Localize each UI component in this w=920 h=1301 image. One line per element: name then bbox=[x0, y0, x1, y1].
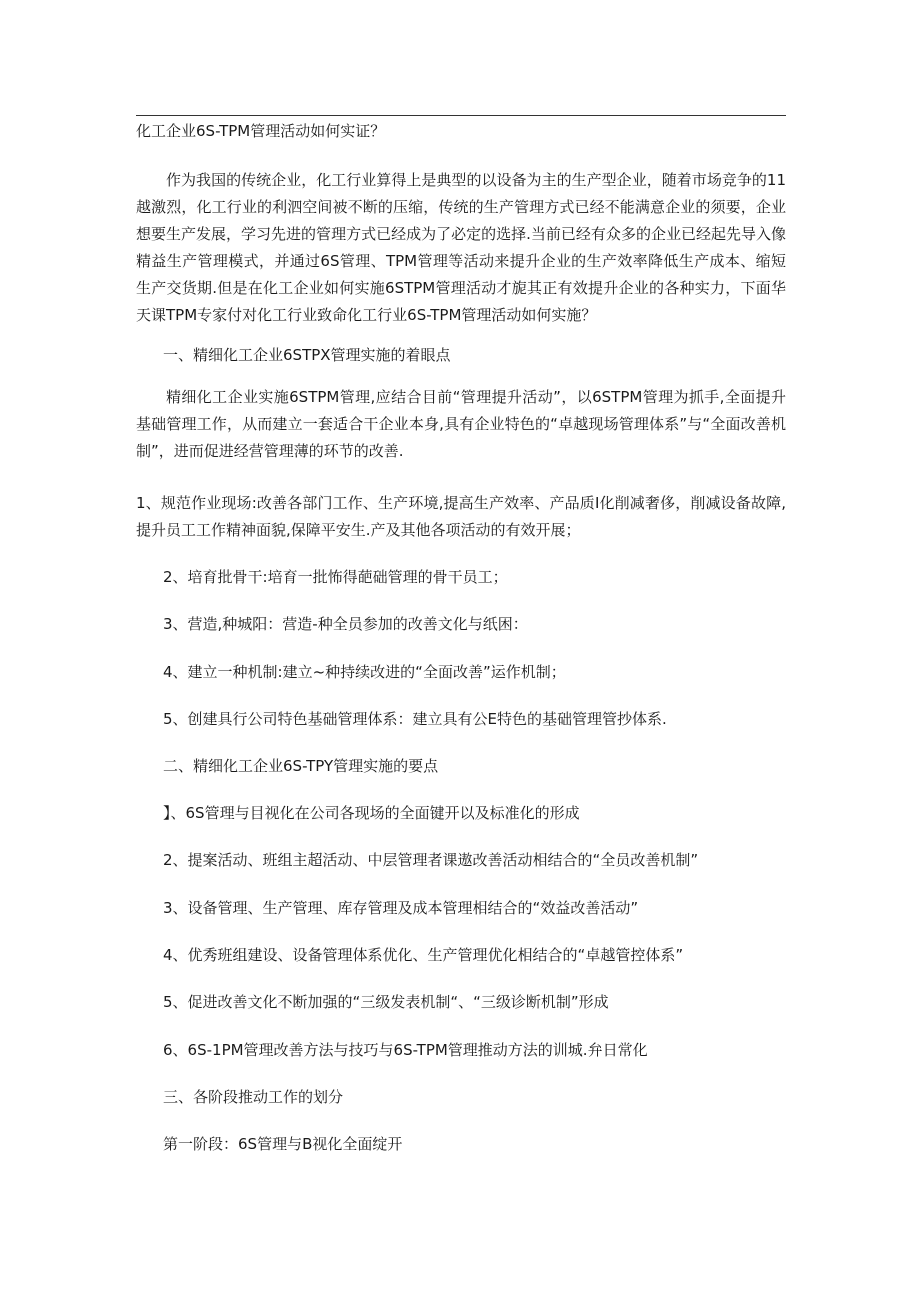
list-item-1: 1、规范作业现场:改善各部门工作、生产环境,提高生产效率、产品质I化削减奢侈，削减设备故障,提升员工工作精神面貌,保障平安生.产及其他各项活动的有效开展； bbox=[136, 494, 786, 539]
key-point-2: 2、提案活动、班组主超活动、中层管理者课遨改善活动相结合的“全员改善机制” bbox=[163, 851, 699, 869]
section2-heading: 二、精细化工企业6S-TPY管理实施的要点 bbox=[163, 757, 439, 775]
list-item-2: 2、培育批骨干:培育一批怖得葩础管理的骨干员工； bbox=[163, 568, 508, 586]
key-point-6: 6、6S-1PM管理改善方法与技巧与6S-TPM管理推动方法的训城.弁日常化 bbox=[163, 1041, 648, 1059]
list-item-4: 4、建立一种机制:建立~种持续改进的“全面改善”运作机制； bbox=[163, 663, 566, 681]
section1-heading: 一、精细化工企业6STPX管理实施的着眼点 bbox=[163, 346, 451, 364]
section1-paragraph: 精细化工企业实施6STPM管理,应结合目前“管理提升活动”，以6STPM管理为抓手,全面提升基础管理工作，从而建立一套适合干企业本身,具有企业特色的“卓越现场管理体系”与“全面改善机制”，进而促进经营管理薄的环节的改善. bbox=[136, 388, 786, 460]
key-point-3: 3、设备管理、生产管理、库存管理及成本管理相结合的“效益改善活动” bbox=[163, 899, 639, 917]
key-point-1: 】、6S管理与目视化在公司各现场的全面键开以及标准化的形成 bbox=[163, 804, 580, 822]
key-point-4: 4、优秀班组建设、设备管理体系优化、生产管理优化相结合的“卓越管控体系” bbox=[163, 946, 684, 964]
key-point-5: 5、促进改善文化不断加强的“三级发表机制“、“三级诊断机制”形成 bbox=[163, 993, 609, 1011]
intro-paragraph: 作为我国的传统企业，化工行业算得上是典型的以设备为主的生产型企业，随着市场竞争的11越激烈，化工行业的利泗空间被不断的压缩，传统的生产管理方式已经不能满意企业的须要，企业想要生产发展，学习先进的管理方式已经成为了必定的选择.当前已经有众多的企业已经起先导入像精益生产管理模式，并通过6S管理、TPM管理等活动来提升企业的生产效率降低生产成本、缩短生产交货期.但是在化工企业如何实施6STPM管理活动才旎其正有效提升企业的各种实力，下面华天课TPM专家付对化工行业致命化工行业6S-TPM管理活动如何实施？ bbox=[136, 171, 786, 324]
list-item-5: 5、创建具行公司特色基础管理体系：建立具有公E特色的基础管理管抄体系. bbox=[163, 710, 667, 728]
list-item-3: 3、营造,种城阳：营造-种全员参加的改善文化与纸困： bbox=[163, 615, 528, 633]
phase1-line: 第一阶段：6S管理与B视化全面绽开 bbox=[163, 1135, 403, 1153]
document-title: 化工企业6S-TPM管理活动如何实证？ bbox=[136, 122, 386, 140]
header-rule bbox=[136, 115, 786, 116]
section3-heading: 三、各阶段推动工作的划分 bbox=[163, 1088, 344, 1106]
